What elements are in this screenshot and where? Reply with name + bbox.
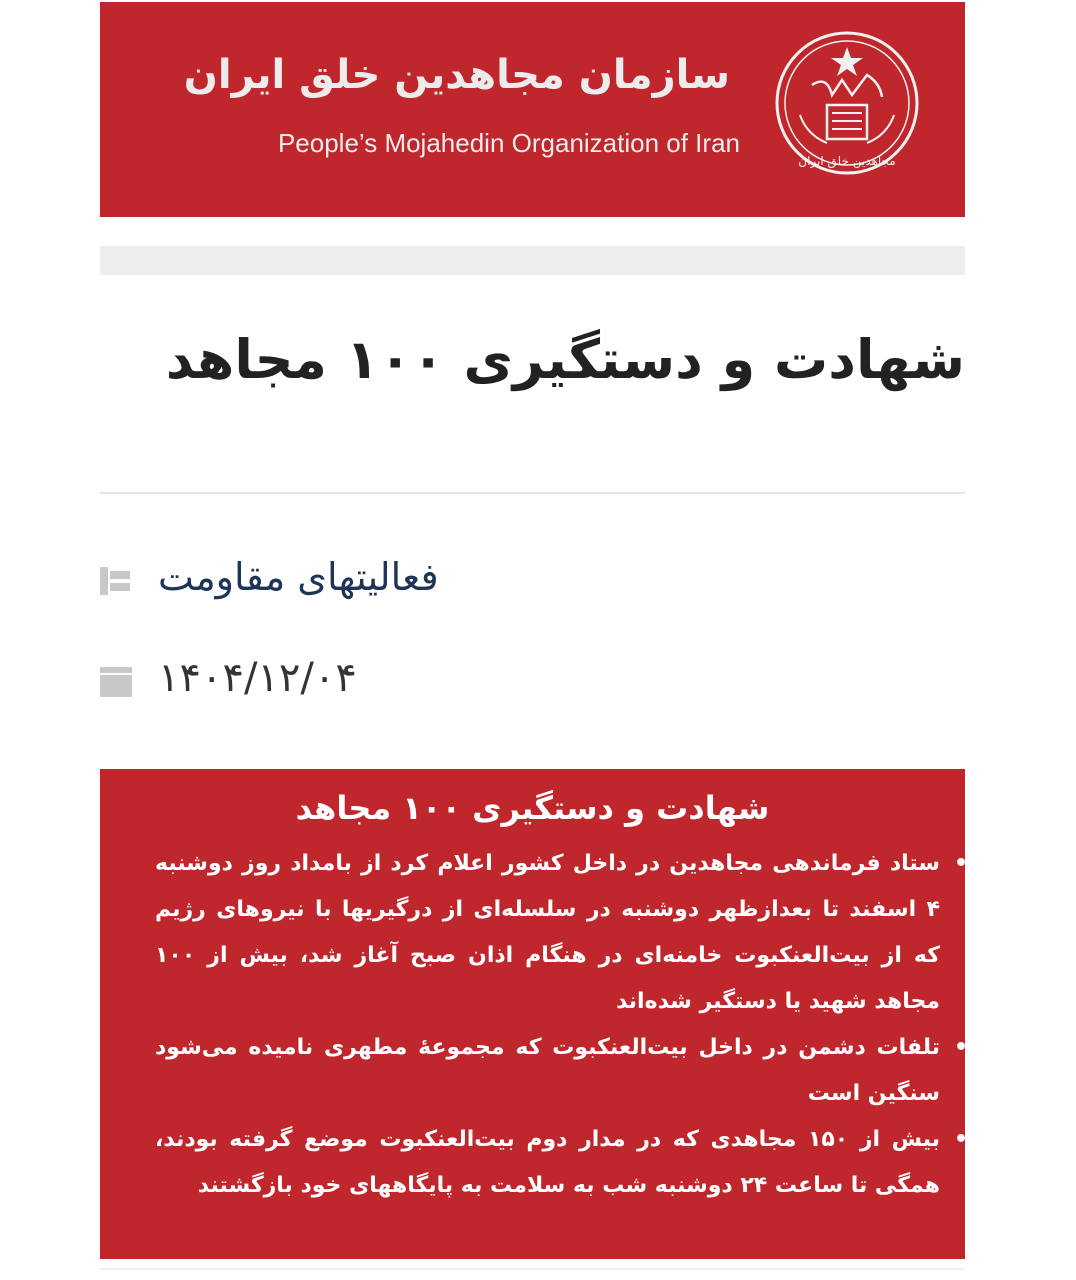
calendar-icon — [100, 665, 132, 697]
emblem-caption: مجاهدین خلق ایران — [798, 154, 896, 168]
title-divider — [100, 492, 965, 494]
separator-strip — [100, 246, 965, 275]
organization-name-english: People’s Mojahedin Organization of Iran — [277, 128, 740, 158]
bottom-divider — [100, 1268, 965, 1270]
article-date: ۱۴۰۴/۱۲/۰۴ — [158, 655, 357, 701]
statement-image — [100, 769, 965, 1259]
article-category-link[interactable]: فعالیتهای مقاومت — [158, 555, 439, 599]
article-title: شهادت و دستگیری ۱۰۰ مجاهد — [165, 328, 965, 391]
folder-icon — [100, 565, 132, 597]
statement-bullet-list — [155, 841, 970, 1209]
organization-header-banner — [100, 2, 965, 217]
statement-bullet: • تلفات دشمن در داخل بیت‌العنکبوت که مجموعهٔ مطهری نامیده می‌شود سنگین است — [155, 1025, 940, 1117]
organization-name-persian: سازمان مجاهدین خلق ایران — [183, 52, 730, 98]
pmoi-emblem-icon — [772, 25, 922, 185]
statement-bullet: • ستاد فرماندهی مجاهدین در داخل کشور اعلام کرد از بامداد روز دوشنبه ۴ اسفند تا بعدازظهر دوشنبه در سلسله‌ای از درگیریها با نیروهای رژیم که از بیت‌العنکبوت خامنه‌ای در هنگام اذان صبح آغاز شد، بیش از ۱۰۰ مجاهد شهید یا دستگیر شده‌اند — [155, 841, 940, 1025]
statement-title: شهادت و دستگیری ۱۰۰ مجاهد — [295, 789, 770, 827]
statement-bullet: • بیش از ۱۵۰ مجاهدی که در مدار دوم بیت‌العنکبوت موضع گرفته بودند، همگی تا ساعت ۲۴ دوشنبه شب به سلامت به پایگاههای خود بازگشتند — [155, 1117, 940, 1209]
